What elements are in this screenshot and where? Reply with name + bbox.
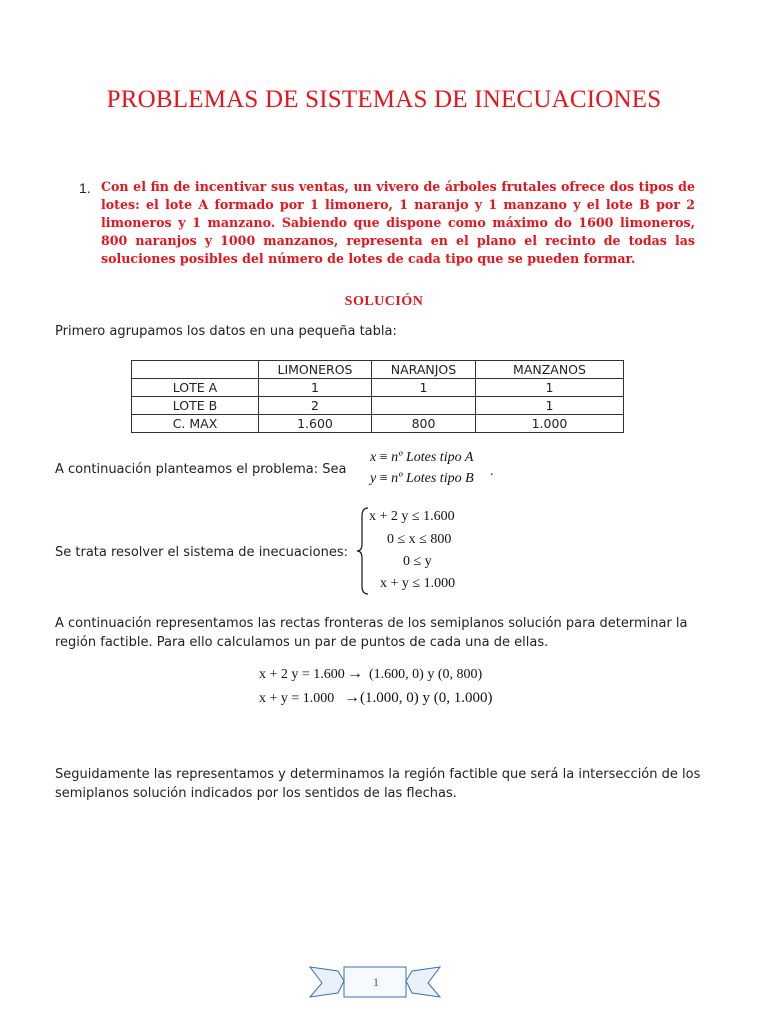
left-brace-icon: [356, 506, 370, 596]
table-cell: [372, 397, 476, 415]
page-number: 1: [373, 975, 379, 989]
table-row: [132, 379, 624, 397]
y-definition: y ≡ nº Lotes tipo B: [370, 471, 474, 486]
table-row: [132, 415, 624, 433]
line-2-points: (1.000, 0) y (0, 1.000): [360, 690, 493, 706]
line-1-equation: x + 2 y = 1.600: [259, 667, 345, 682]
table-header-cell: LIMONEROS: [259, 361, 372, 379]
table-header-cell: [132, 361, 259, 379]
page-title: PROBLEMAS DE SISTEMAS DE INECUACIONES: [106, 86, 662, 113]
table-cell: 1.600: [259, 415, 372, 433]
table-cell: LOTE A: [132, 379, 259, 397]
arrow-icon: →: [347, 665, 363, 682]
table-cell: 1: [259, 379, 372, 397]
system-intro-text: Se trata resolver el sistema de inecuaciones:: [55, 545, 348, 560]
conclusion-text: Seguidamente las representamos y determinamos la región factible que será la intersección de los semiplanos solución indicados por los sentidos de las flechas.: [55, 767, 701, 801]
line-2-equation: x + y = 1.000: [259, 691, 335, 706]
problem-intro-text: A continuación planteamos el problema: Sea: [55, 462, 347, 477]
x-variable: x: [370, 450, 377, 465]
arrow-icon: →: [344, 689, 360, 706]
table-cell: LOTE B: [132, 397, 259, 415]
definition-period: .: [490, 464, 494, 479]
table-cell: 1: [476, 397, 624, 415]
line-1-points: (1.600, 0) y (0, 800): [369, 667, 483, 682]
y-variable: y: [370, 471, 377, 486]
y-definition-text: nº Lotes tipo B: [391, 471, 474, 486]
inequality-1: x + 2 y ≤ 1.600: [369, 509, 455, 524]
inequality-2: 0 ≤ x ≤ 800: [387, 532, 452, 547]
table-cell: 800: [372, 415, 476, 433]
table-header-cell: NARANJOS: [372, 361, 476, 379]
boundary-lines-text: A continuación representamos las rectas fronteras de los semiplanos solución para determinar la región factible. Para ello calculamos un par de puntos de cada una de ellas.: [55, 616, 688, 650]
table-cell: 1: [476, 379, 624, 397]
inequality-3: 0 ≤ y: [403, 554, 432, 569]
data-table: [131, 360, 624, 433]
table-row: [132, 397, 624, 415]
table-intro-text: Primero agrupamos los datos en una pequeña tabla:: [55, 324, 397, 339]
inequality-4: x + y ≤ 1.000: [380, 576, 456, 591]
table-cell: 1.000: [476, 415, 624, 433]
table-cell: C. MAX: [132, 415, 259, 433]
problem-statement: Con el fin de incentivar sus ventas, un vivero de árboles frutales ofrece dos tipos de lotes: el lote A formado por 1 limonero, 1 naranjo y 1 manzano y el lote B por 2 limoneros y 1 manzano. Sabiendo que dispone como máximo do 1600 limoneros, 800 naranjos y 1000 manzanos, representa en el plano el recinto de todas las soluciones posibles del número de lotes de cada tipo que se pueden formar.: [101, 179, 695, 266]
x-definition-text: nº Lotes tipo A: [391, 450, 474, 465]
solution-heading: SOLUCIÓN: [344, 294, 424, 309]
problem-number: 1.: [79, 180, 91, 196]
table-header-cell: MANZANOS: [476, 361, 624, 379]
table-cell: 2: [259, 397, 372, 415]
table-cell: 1: [372, 379, 476, 397]
x-definition: x ≡ nº Lotes tipo A: [370, 450, 474, 465]
table-header-row: [132, 361, 624, 379]
